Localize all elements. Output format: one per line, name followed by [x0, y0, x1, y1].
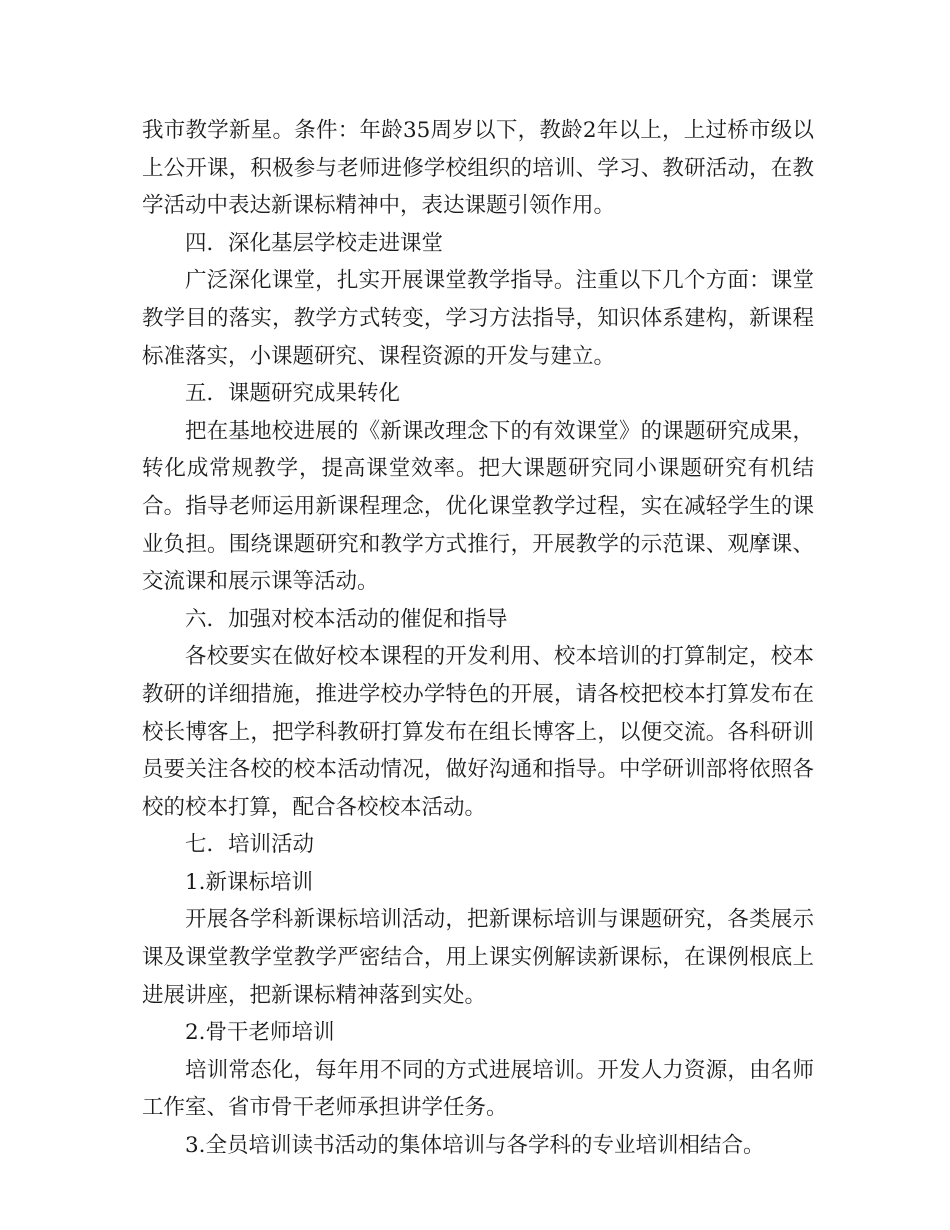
section-heading-5: 五．课题研究成果转化: [185, 381, 401, 407]
paragraph-backbone-teacher-training: 培训常态化，每年用不同的方式进展培训。开发人力资源，由名师工作室、省市骨干老师承担讲学任务。: [142, 1057, 814, 1121]
subheading-all-staff-training: 3.全员培训读书活动的集体培训与各学科的专业培训相结合。: [185, 1133, 765, 1159]
paragraph-research-results: 把在基地校进展的《新课改理念下的有效课堂》的课题研究成果，转化成常规教学，提高课堂效率。把大课题研究同小课题研究有机结合。指导老师运用新课程理念，优化课堂教学过程，实在减轻学生的课业负担。围绕课题研究和教学方式推行，开展教学的示范课、观摩课、交流课和展示课等活动。: [142, 418, 814, 595]
paragraph-continued: 我市教学新星。条件：年龄35周岁以下，教龄2年以上，上过桥市级以上公开课，积极参与老师进修学校组织的培训、学习、教研活动，在教学活动中表达新课标精神中，表达课题引领作用。: [142, 118, 814, 219]
section-heading-7: 七．培训活动: [185, 832, 315, 858]
paragraph-school-activities: 各校要实在做好校本课程的开发利用、校本培训的打算制定，校本教研的详细措施，推进学校办学特色的开展，请各校把校本打算发布在校长博客上，把学科教研打算发布在组长博客上，以便交流。各科研训员要关注各校的校本活动情况，做好沟通和指导。中学研训部将依照各校的校本打算，配合各校校本活动。: [142, 644, 814, 820]
subheading-new-curriculum-training: 1.新课标培训: [185, 869, 314, 895]
subheading-backbone-teacher-training: 2.骨干老师培训: [185, 1020, 335, 1046]
paragraph-deepen-classroom: 广泛深化课堂，扎实开展课堂教学指导。注重以下几个方面：课堂教学目的落实，教学方式转变，学习方法指导，知识体系建构，新课程标准落实，小课题研究、课程资源的开发与建立。: [142, 268, 814, 369]
section-heading-6: 六．加强对校本活动的催促和指导: [185, 606, 508, 632]
section-heading-4: 四．深化基层学校走进课堂: [185, 230, 444, 256]
document-body: [142, 112, 814, 1165]
paragraph-new-curriculum-training: 开展各学科新课标培训活动，把新课标培训与课题研究，各类展示课及课堂教学堂教学严密结合，用上课实例解读新课标，在课例根底上进展讲座，把新课标精神落到实处。: [142, 907, 814, 1008]
